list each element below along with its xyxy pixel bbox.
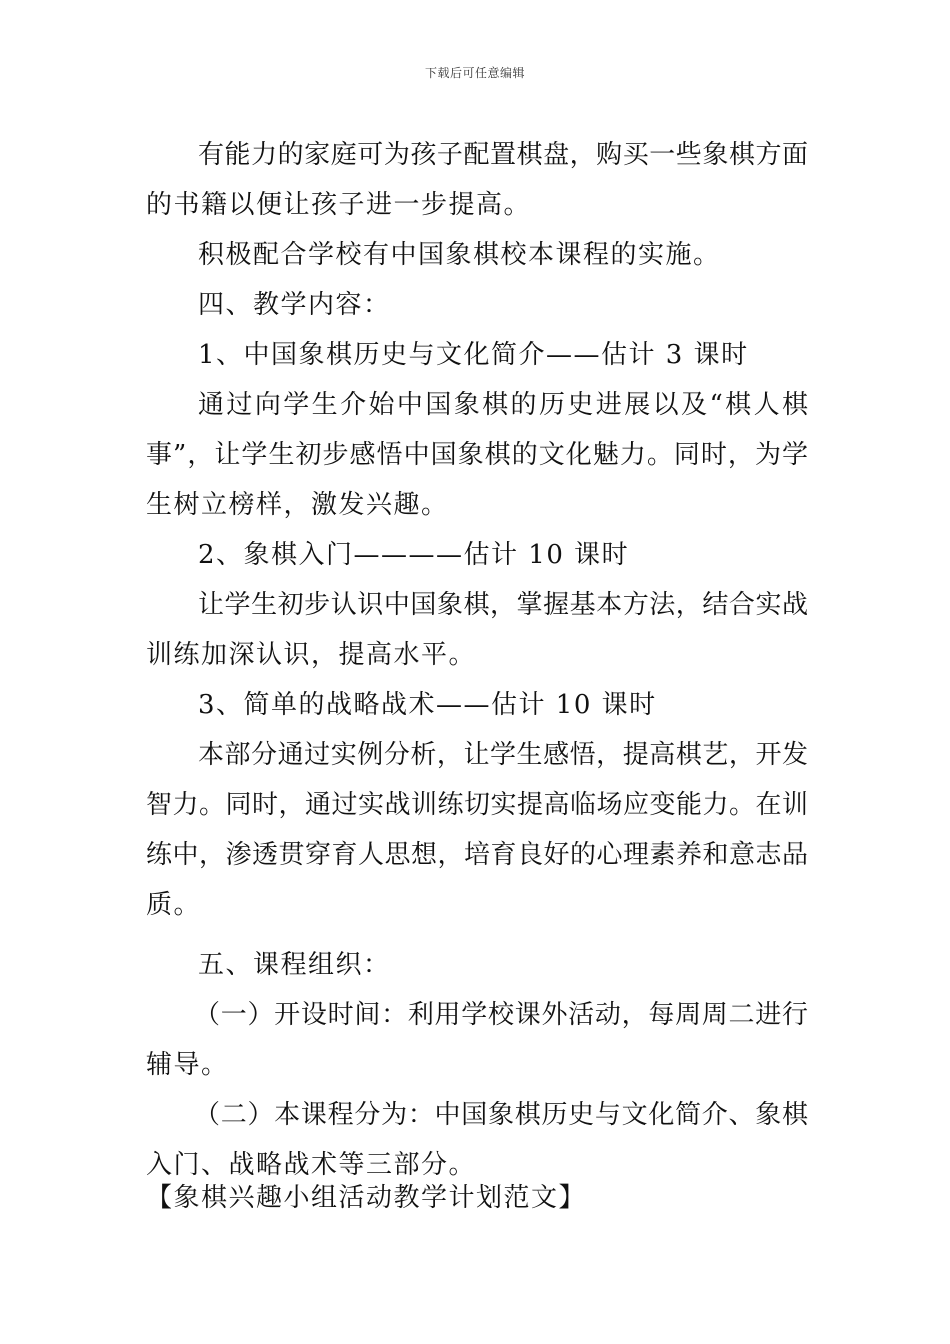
- item-heading: 3、简单的战略战术——估计 10 课时: [198, 690, 657, 720]
- paragraph-line: 辅导。: [146, 1050, 229, 1080]
- paragraph-line: 让学生初步认识中国象棋，掌握基本方法，结合实战: [198, 590, 808, 620]
- paragraph-line: 质。: [146, 890, 202, 920]
- paragraph-line: 入门、战略战术等三部分。: [146, 1150, 477, 1180]
- section-heading: 四、教学内容：: [198, 290, 391, 320]
- paragraph-line: 通过向学生介始中国象棋的历史进展以及“棋人棋: [198, 390, 808, 420]
- paragraph-line: 练中，渗透贯穿育人思想，培育良好的心理素养和意志品: [146, 840, 808, 870]
- paragraph-line: 有能力的家庭可为孩子配置棋盘，购买一些象棋方面: [198, 140, 808, 170]
- section-heading: 五、课程组织：: [198, 950, 391, 980]
- paragraph-line: 生树立榜样，激发兴趣。: [146, 490, 449, 520]
- item-heading: 2、象棋入门————估计 10 课时: [198, 540, 630, 570]
- paragraph-line: （二）本课程分为：中国象棋历史与文化简介、象棋: [194, 1100, 808, 1130]
- document-body: [146, 130, 808, 1190]
- item-heading: 1、中国象棋历史与文化简介——估计 3 课时: [198, 340, 749, 370]
- paragraph-line: 事”，让学生初步感悟中国象棋的文化魅力。同时，为学: [146, 440, 808, 470]
- paragraph-line: 训练加深认识，提高水平。: [146, 640, 477, 670]
- paragraph-line: 本部分通过实例分析，让学生感悟，提高棋艺，开发: [198, 740, 808, 770]
- article-title: 【象棋兴趣小组活动教学计划范文】: [146, 1183, 587, 1213]
- paragraph-line: 智力。同时，通过实战训练切实提高临场应变能力。在训: [146, 790, 808, 820]
- paragraph-line: 的书籍以便让孩子进一步提高。: [146, 190, 532, 220]
- paragraph-line: （一）开设时间：利用学校课外活动，每周周二进行: [194, 1000, 808, 1030]
- paragraph: 积极配合学校有中国象棋校本课程的实施。: [198, 240, 721, 270]
- page-header-note: 下载后可任意编辑: [424, 66, 525, 80]
